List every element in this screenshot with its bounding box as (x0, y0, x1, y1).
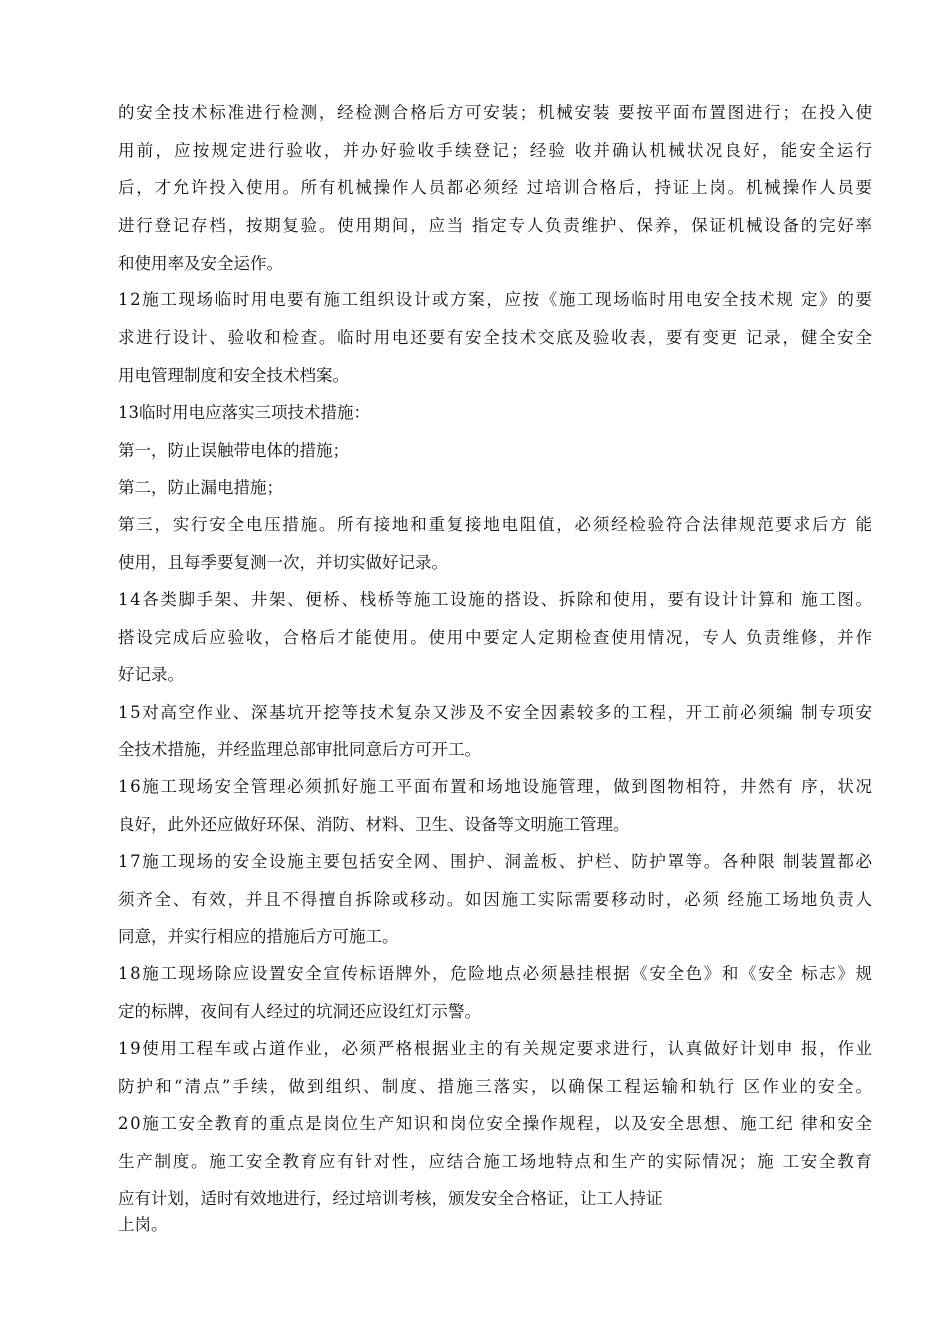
text-line: 全技术措施，并经监理总部审批同意后方可开工。 (118, 740, 481, 759)
text-line: 同意，并实行相应的措施后方可施工。 (118, 927, 399, 946)
text-line: 后，才允许投入使用。所有机械操作人员都必须经 过培训合格后，持证上岗。机械操作人员要 (118, 178, 874, 197)
text-line: 须齐全、有效，并且不得擅自拆除或移动。如因施工实际需要移动时，必须 经施工场地负责人 (118, 890, 874, 909)
text-line: 防护和“清点”手续，做到组织、制度、措施三落实，以确保工程运输和轨行 区作业的安全。 (118, 1077, 875, 1096)
text-line: 第三，实行安全电压措施。所有接地和重复接地电阻值，必须经检验符合法律规范要求后方 能 (118, 515, 874, 534)
text-line: 使用，且每季要复测一次，并切实做好记录。 (118, 553, 448, 572)
text-line: 的安全技术标准进行检测，经检测合格后方可安装；机械安装 要按平面布置图进行；在投入使 (118, 103, 874, 122)
text-line: 18施工现场除应设置安全宣传标语牌外，危险地点必须悬挂根据《安全色》和《安全 标志》规 (118, 964, 874, 983)
text-line: 第一，防止误触带电体的措施； (118, 441, 349, 460)
text-line: 16施工现场安全管理必须抓好施工平面布置和场地设施管理，做到图物相符，井然有 序，状况 (118, 777, 874, 796)
text-line: 14各类脚手架、井架、便桥、栈桥等施工设施的搭设、拆除和使用，要有设计计算和 施工图。 (118, 590, 874, 609)
text-line: 13临时用电应落实三项技术措施： (118, 403, 370, 422)
text-line: 上岗。 (118, 1215, 168, 1234)
text-line: 用前，应按规定进行验收，并办好验收手续登记；经验 收并确认机械状况良好，能安全运行 (118, 141, 875, 160)
text-line: 15对高空作业、深基坑开挖等技术复杂又涉及不安全因素较多的工程，开工前必须编 制专项安 (118, 703, 874, 722)
text-line: 应有计划，适时有效地进行，经过培训考核，颁发安全合格证，让工人持证 (118, 1189, 663, 1208)
text-line: 20施工安全教育的重点是岗位生产知识和岗位安全操作规程，以及安全思想、施工纪 律和安全 (118, 1114, 874, 1133)
text-line: 求进行设计、验收和检查。临时用电还要有安全技术交底及验收表，要有变更 记录，健全安全 (118, 328, 874, 347)
text-line: 良好，此外还应做好环保、消防、材料、卫生、设备等文明施工管理。 (118, 815, 630, 834)
text-line: 进行登记存档，按期复验。使用期间，应当 指定专人负责维护、保养，保证机械设备的完好率 (118, 216, 874, 235)
text-line: 和使用率及安全运作。 (118, 254, 283, 273)
text-line: 搭设完成后应验收，合格后才能使用。使用中要定人定期检查使用情况，专人 负责维修，并作 (118, 628, 874, 647)
text-line: 定的标牌，夜间有人经过的坑洞还应设红灯示警。 (118, 1002, 481, 1021)
text-line: 生产制度。施工安全教育应有针对性，应结合施工场地特点和生产的实际情况；施 工安全教育 (118, 1152, 874, 1171)
text-line: 好记录。 (118, 665, 184, 684)
text-line: 19使用工程车或占道作业，必须严格根据业主的有关规定要求进行，认真做好计划申 报，作业 (118, 1039, 874, 1058)
text-line: 用电管理制度和安全技术档案。 (118, 366, 349, 385)
text-line: 第二，防止漏电措施； (118, 478, 283, 497)
text-line: 12施工现场临时用电要有施工组织设计或方案，应按《施工现场临时用电安全技术规 定》的要 (118, 290, 874, 309)
text-line: 17施工现场的安全设施主要包括安全网、围护、洞盖板、护栏、防护罩等。各种限 制装置都必 (118, 852, 874, 871)
